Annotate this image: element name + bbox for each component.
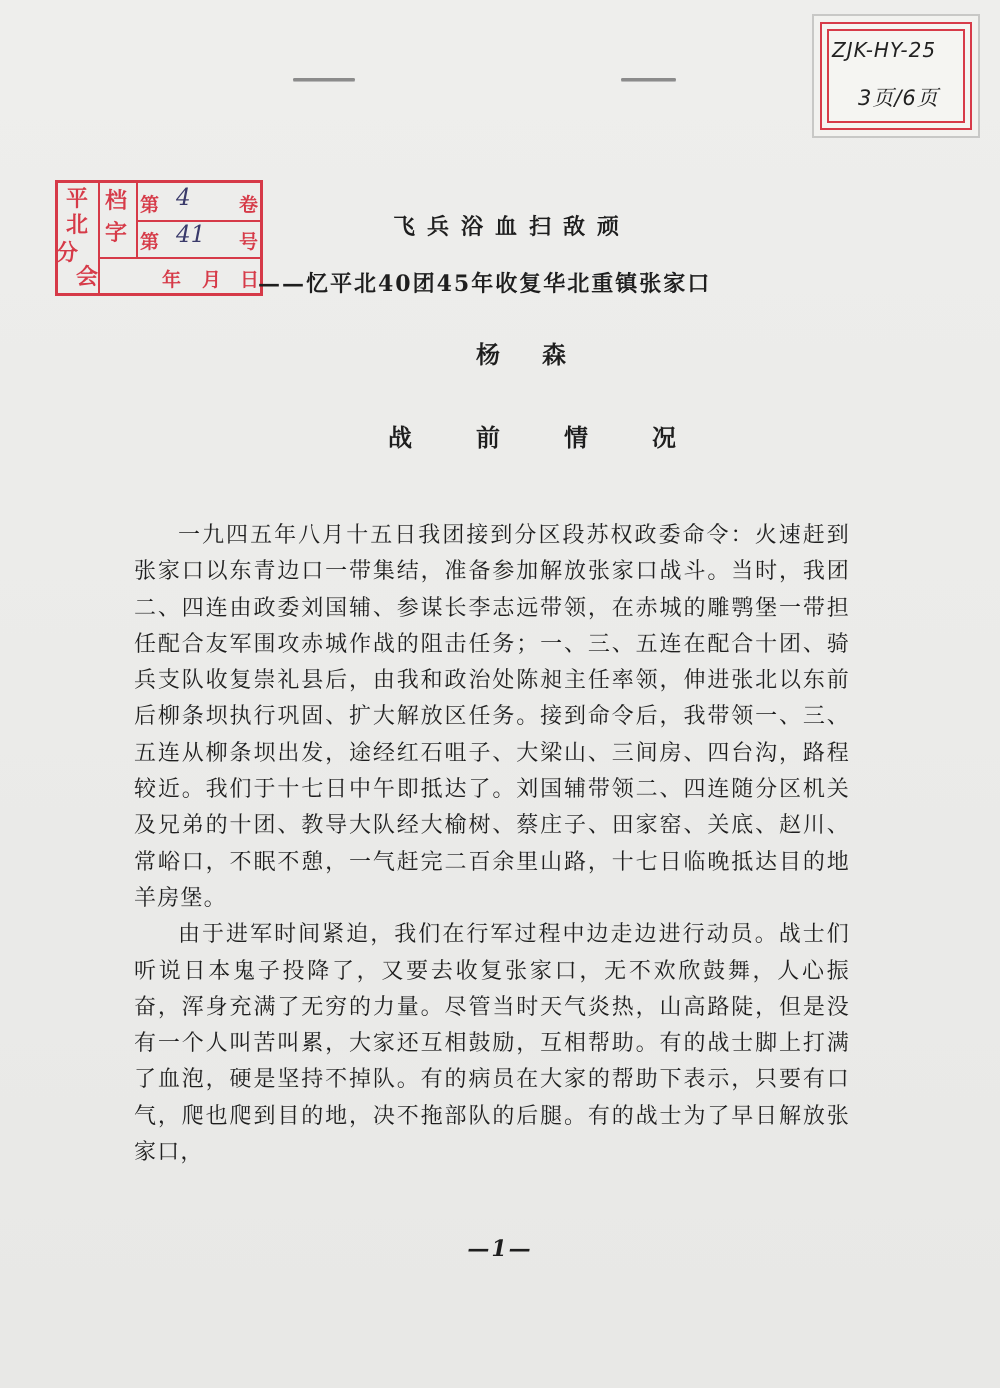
stamp-category-char: 字 [105,221,128,246]
stamp-org-char: 分 [56,241,79,266]
section-heading: 战前情况 [388,423,740,452]
paragraph: 一九四五年八月十五日我团接到分区段苏权政委命令：火速赶到张家口以东青边口一带集结，准备参加解放张家口战斗。当时，我团二、四连由政委刘国辅、参谋长李志远带领，在赤城的雕鹗堡一带担任配合友军围攻赤城作战的阻击任务；一、三、五连在配合十团、骑兵支队收复崇礼县后，由我和政治处陈昶主任率领，伸进张北以东前后柳条坝执行巩固、扩大解放区任务。接到命令后，我带领一、三、五连从柳条坝出发，途经红石咀子、大梁山、三间房、四台沟，路程较近。我们于十七日中午即抵达了。刘国辅带领二、四连随分区机关及兄弟的十团、教导大队经大榆树、蔡庄子、田家窑、关底、赵川、常峪口，不眠不憩，一气赶完二百余里山路，十七日临晚抵达目的地羊房堡。 [134,523,850,911]
stamp-date-row [98,259,260,293]
stamp-volume-label: 第 [140,194,160,216]
stamp-org-char: 会 [76,265,99,290]
stamp-day-label: 日 [240,269,260,291]
stamp-volume-value: 4 [176,185,191,211]
document-title: 飞兵浴血扫敌顽 [392,214,631,240]
page-number: —1— [467,1236,533,1262]
document-author: 杨森 [476,340,608,369]
stamp-year-label: 年 [162,269,182,291]
stamp-number-label: 第 [140,231,160,253]
document-subtitle: ——忆平北40团45年收复华北重镇张家口 [258,271,712,297]
paragraph: 由于进军时间紧迫，我们在行军过程中边走边进行动员。战士们听说日本鬼子投降了，又要去收复张家口，无不欢欣鼓舞，人心振奋，浑身充满了无穷的力量。尽管当时天气炎热，山高路陡，但是没有一个人叫苦叫累，大家还互相鼓励，互相帮助。有的战士脚上打满了血泡，硬是坚持不掉队。有的病员在大家的帮助下表示，只要有口气，爬也爬到目的地，决不拖部队的后腿。有的战士为了早日解放张家口， [134,922,850,1166]
staple-left [293,78,355,81]
file-code: ZJK-HY-25 [832,38,937,62]
body-text [134,518,850,1171]
stamp-number-value: 41 [176,222,206,248]
file-label [820,22,972,130]
stamp-org-char: 平 [66,187,89,212]
stamp-org-char: 北 [66,213,89,238]
stamp-month-label: 月 [202,269,222,291]
file-page-count: 3页/6页 [858,86,939,110]
stamp-number-unit: 号 [238,231,258,253]
stamp-category-char: 档 [105,189,128,214]
staple-right [621,78,676,81]
stamp-volume-unit: 卷 [238,194,258,216]
